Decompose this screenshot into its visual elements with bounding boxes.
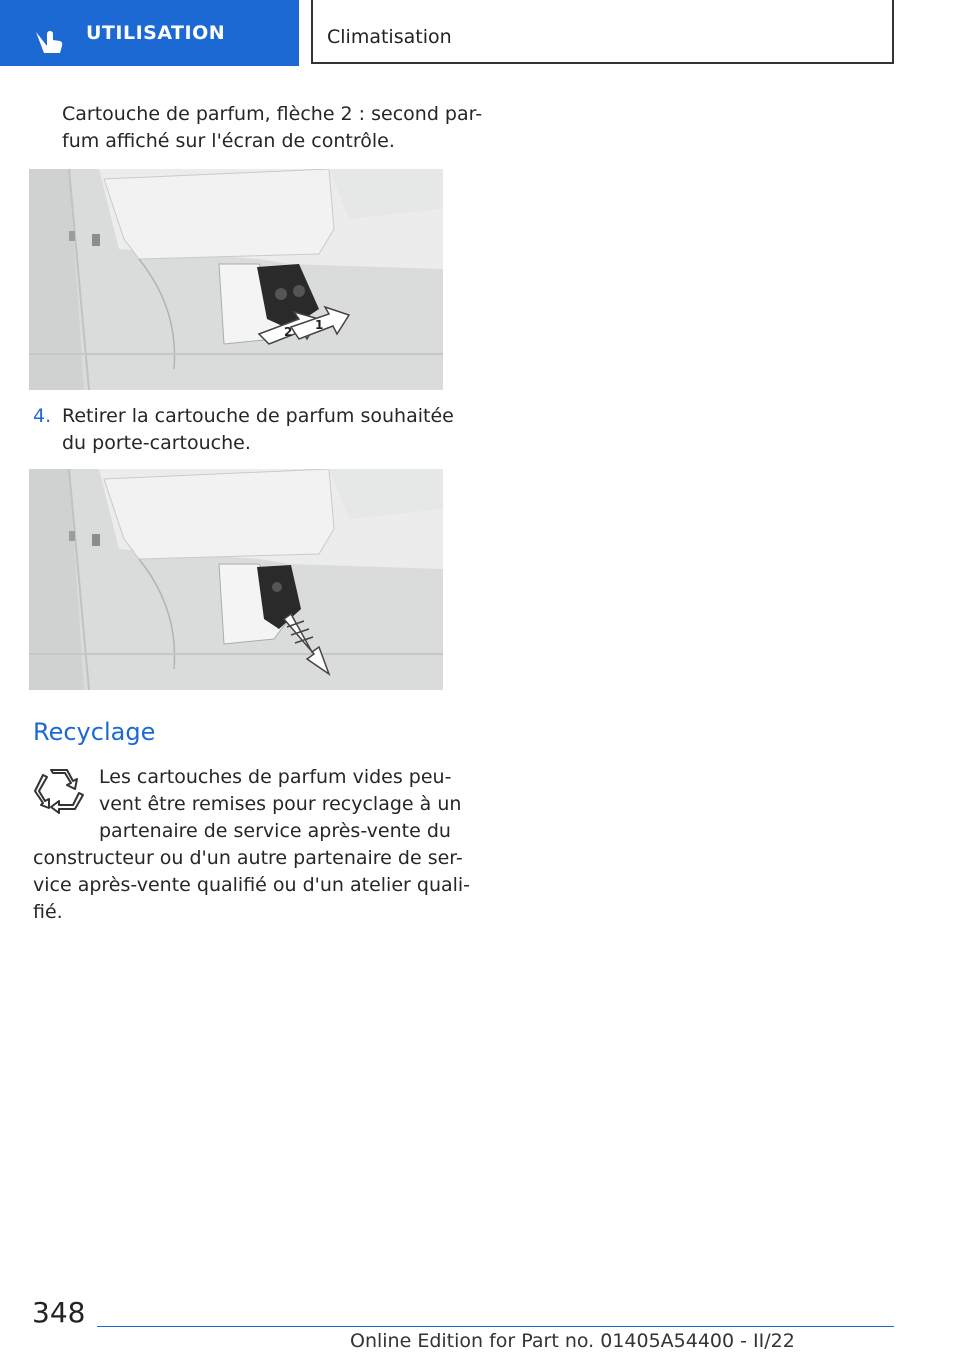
hand-pointer-icon [32, 24, 66, 54]
recycling-line-3: partenaire de service après-vente du [99, 820, 451, 842]
recycling-line-5: vice après-vente qualifié ou d'un atelier quali- [33, 874, 471, 896]
section-title: UTILISATION [86, 22, 226, 44]
footer-rule [97, 1326, 894, 1327]
step-number: 4. [33, 405, 52, 427]
photo-cartridge-removal [29, 469, 443, 690]
intro-line-1: Cartouche de parfum, flèche 2 : second par- [62, 103, 483, 125]
footer-edition: Online Edition for Part no. 01405A54400 - II/22 [350, 1330, 795, 1352]
chapter-title: Climatisation [327, 26, 452, 48]
chapter-box [311, 0, 894, 64]
arrow-label-1: 1 [315, 318, 324, 332]
intro-line-2: fum affiché sur l'écran de contrôle. [62, 130, 395, 152]
recycling-line-4: constructeur ou d'un autre partenaire de ser- [33, 847, 463, 869]
recycling-line-1: Les cartouches de parfum vides peu- [99, 766, 452, 788]
recycle-icon [33, 767, 85, 819]
arrow-label-2: 2 [284, 325, 293, 339]
section-heading: Recyclage [33, 718, 156, 746]
photo-cartridge-arrows [29, 169, 443, 390]
recycling-line-6: fié. [33, 901, 63, 923]
recycling-line-2: vent être remises pour recyclage à un [99, 793, 462, 815]
step-line-1: Retirer la cartouche de parfum souhaitée [62, 405, 454, 427]
step-line-2: du porte-cartouche. [62, 432, 251, 454]
section-tab [0, 0, 299, 66]
page-number: 348 [32, 1296, 86, 1329]
